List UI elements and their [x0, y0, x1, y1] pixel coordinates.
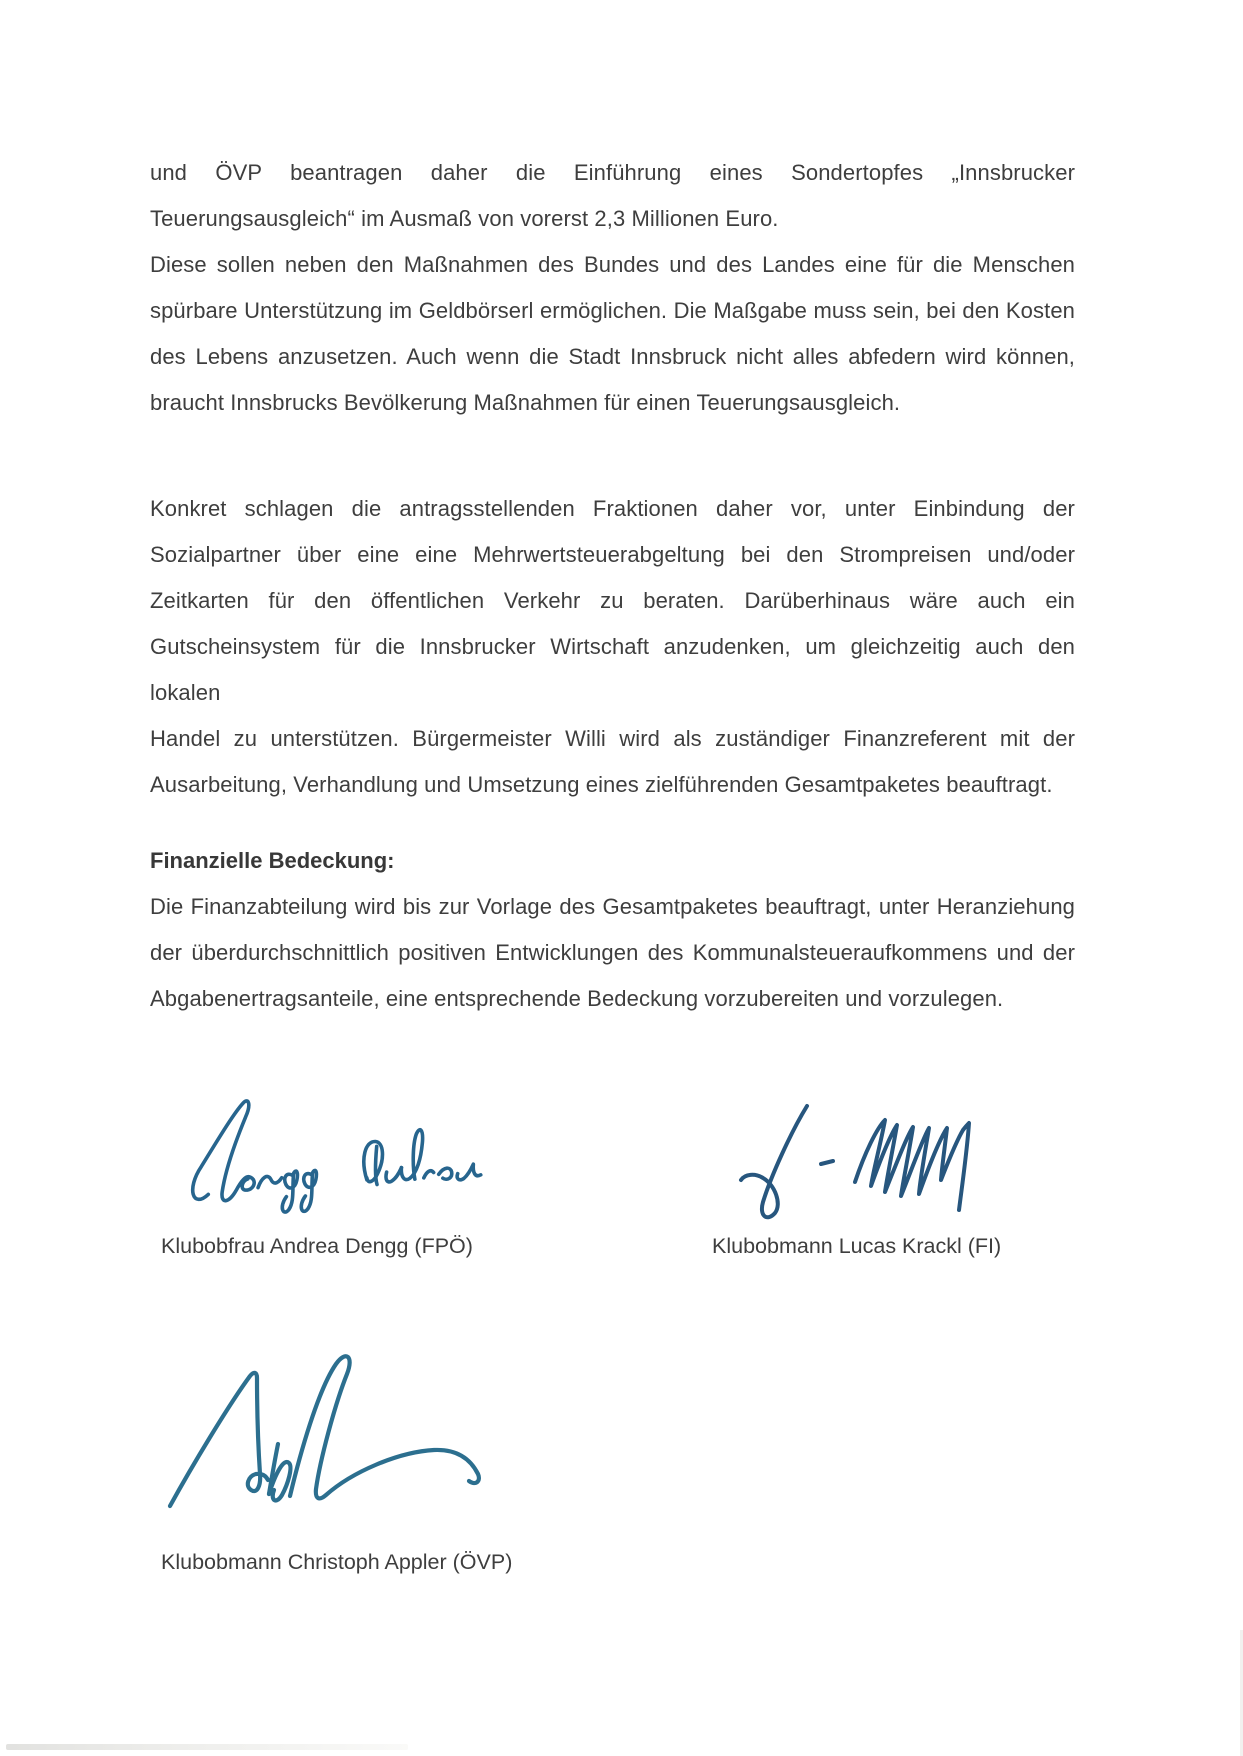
text-line: des Lebens anzusetzen. Auch wenn die Stadt Innsbruck nicht alles abfedern wird können,	[150, 344, 1075, 369]
section-heading-finanzielle-bedeckung: Finanzielle Bedeckung:	[150, 848, 395, 873]
paragraph-bedeckung	[150, 884, 1075, 1022]
signature-appler-image	[160, 1348, 495, 1513]
signature-krackl-image	[695, 1090, 1005, 1230]
text-line: Teuerungsausgleich“ im Ausmaß von vorerst 2,3 Millionen Euro.	[150, 206, 779, 231]
text-line: Abgabenertragsanteile, eine entsprechende Bedeckung vorzubereiten und vorzulegen.	[150, 986, 1004, 1011]
text-line: braucht Innsbrucks Bevölkerung Maßnahmen für einen Teuerungsausgleich.	[150, 390, 901, 415]
text-line: Diese sollen neben den Maßnahmen des Bundes und des Landes eine für die Menschen	[150, 252, 1075, 277]
text-line: Handel zu unterstützen. Bürgermeister Willi wird als zuständiger Finanzreferent mit der	[150, 726, 1075, 751]
text-line: Sozialpartner über eine eine Mehrwertsteuerabgeltung bei den Strompreisen und/oder	[150, 542, 1075, 567]
signature-dengg-image	[181, 1081, 486, 1231]
signature-appler-strokes	[170, 1356, 479, 1506]
scan-artifact-bottom-edge	[6, 1744, 408, 1750]
text-line: Gutscheinsystem für die Innsbrucker Wirtschaft anzudenken, um gleichzeitig auch den lokalen	[150, 634, 1075, 705]
text-line: der überdurchschnittlich positiven Entwicklungen des Kommunalsteueraufkommens und der	[150, 940, 1075, 965]
signature-krackl-strokes	[741, 1106, 969, 1217]
text-line: und ÖVP beantragen daher die Einführung eines Sondertopfes „Innsbrucker	[150, 160, 1075, 185]
signature-dengg-strokes	[190, 1093, 482, 1215]
paragraph-intro	[150, 150, 1075, 426]
signature-label-dengg: Klubobfrau Andrea Dengg (FPÖ)	[161, 1234, 473, 1258]
signature-label-appler: Klubobmann Christoph Appler (ÖVP)	[161, 1550, 513, 1574]
text-line: spürbare Unterstützung im Geldbörserl ermöglichen. Die Maßgabe muss sein, bei den Kosten	[150, 298, 1075, 323]
text-line: Zeitkarten für den öffentlichen Verkehr zu beraten. Darüberhinaus wäre auch ein	[150, 588, 1075, 613]
text-line: Ausarbeitung, Verhandlung und Umsetzung eines zielführenden Gesamtpaketes beauftragt.	[150, 772, 1053, 797]
text-line: Konkret schlagen die antragsstellenden Fraktionen daher vor, unter Einbindung der	[150, 496, 1075, 521]
signature-label-krackl: Klubobmann Lucas Krackl (FI)	[712, 1234, 1002, 1258]
text-line: Die Finanzabteilung wird bis zur Vorlage des Gesamtpaketes beauftragt, unter Heranziehung	[150, 894, 1075, 919]
paragraph-proposal	[150, 486, 1075, 808]
